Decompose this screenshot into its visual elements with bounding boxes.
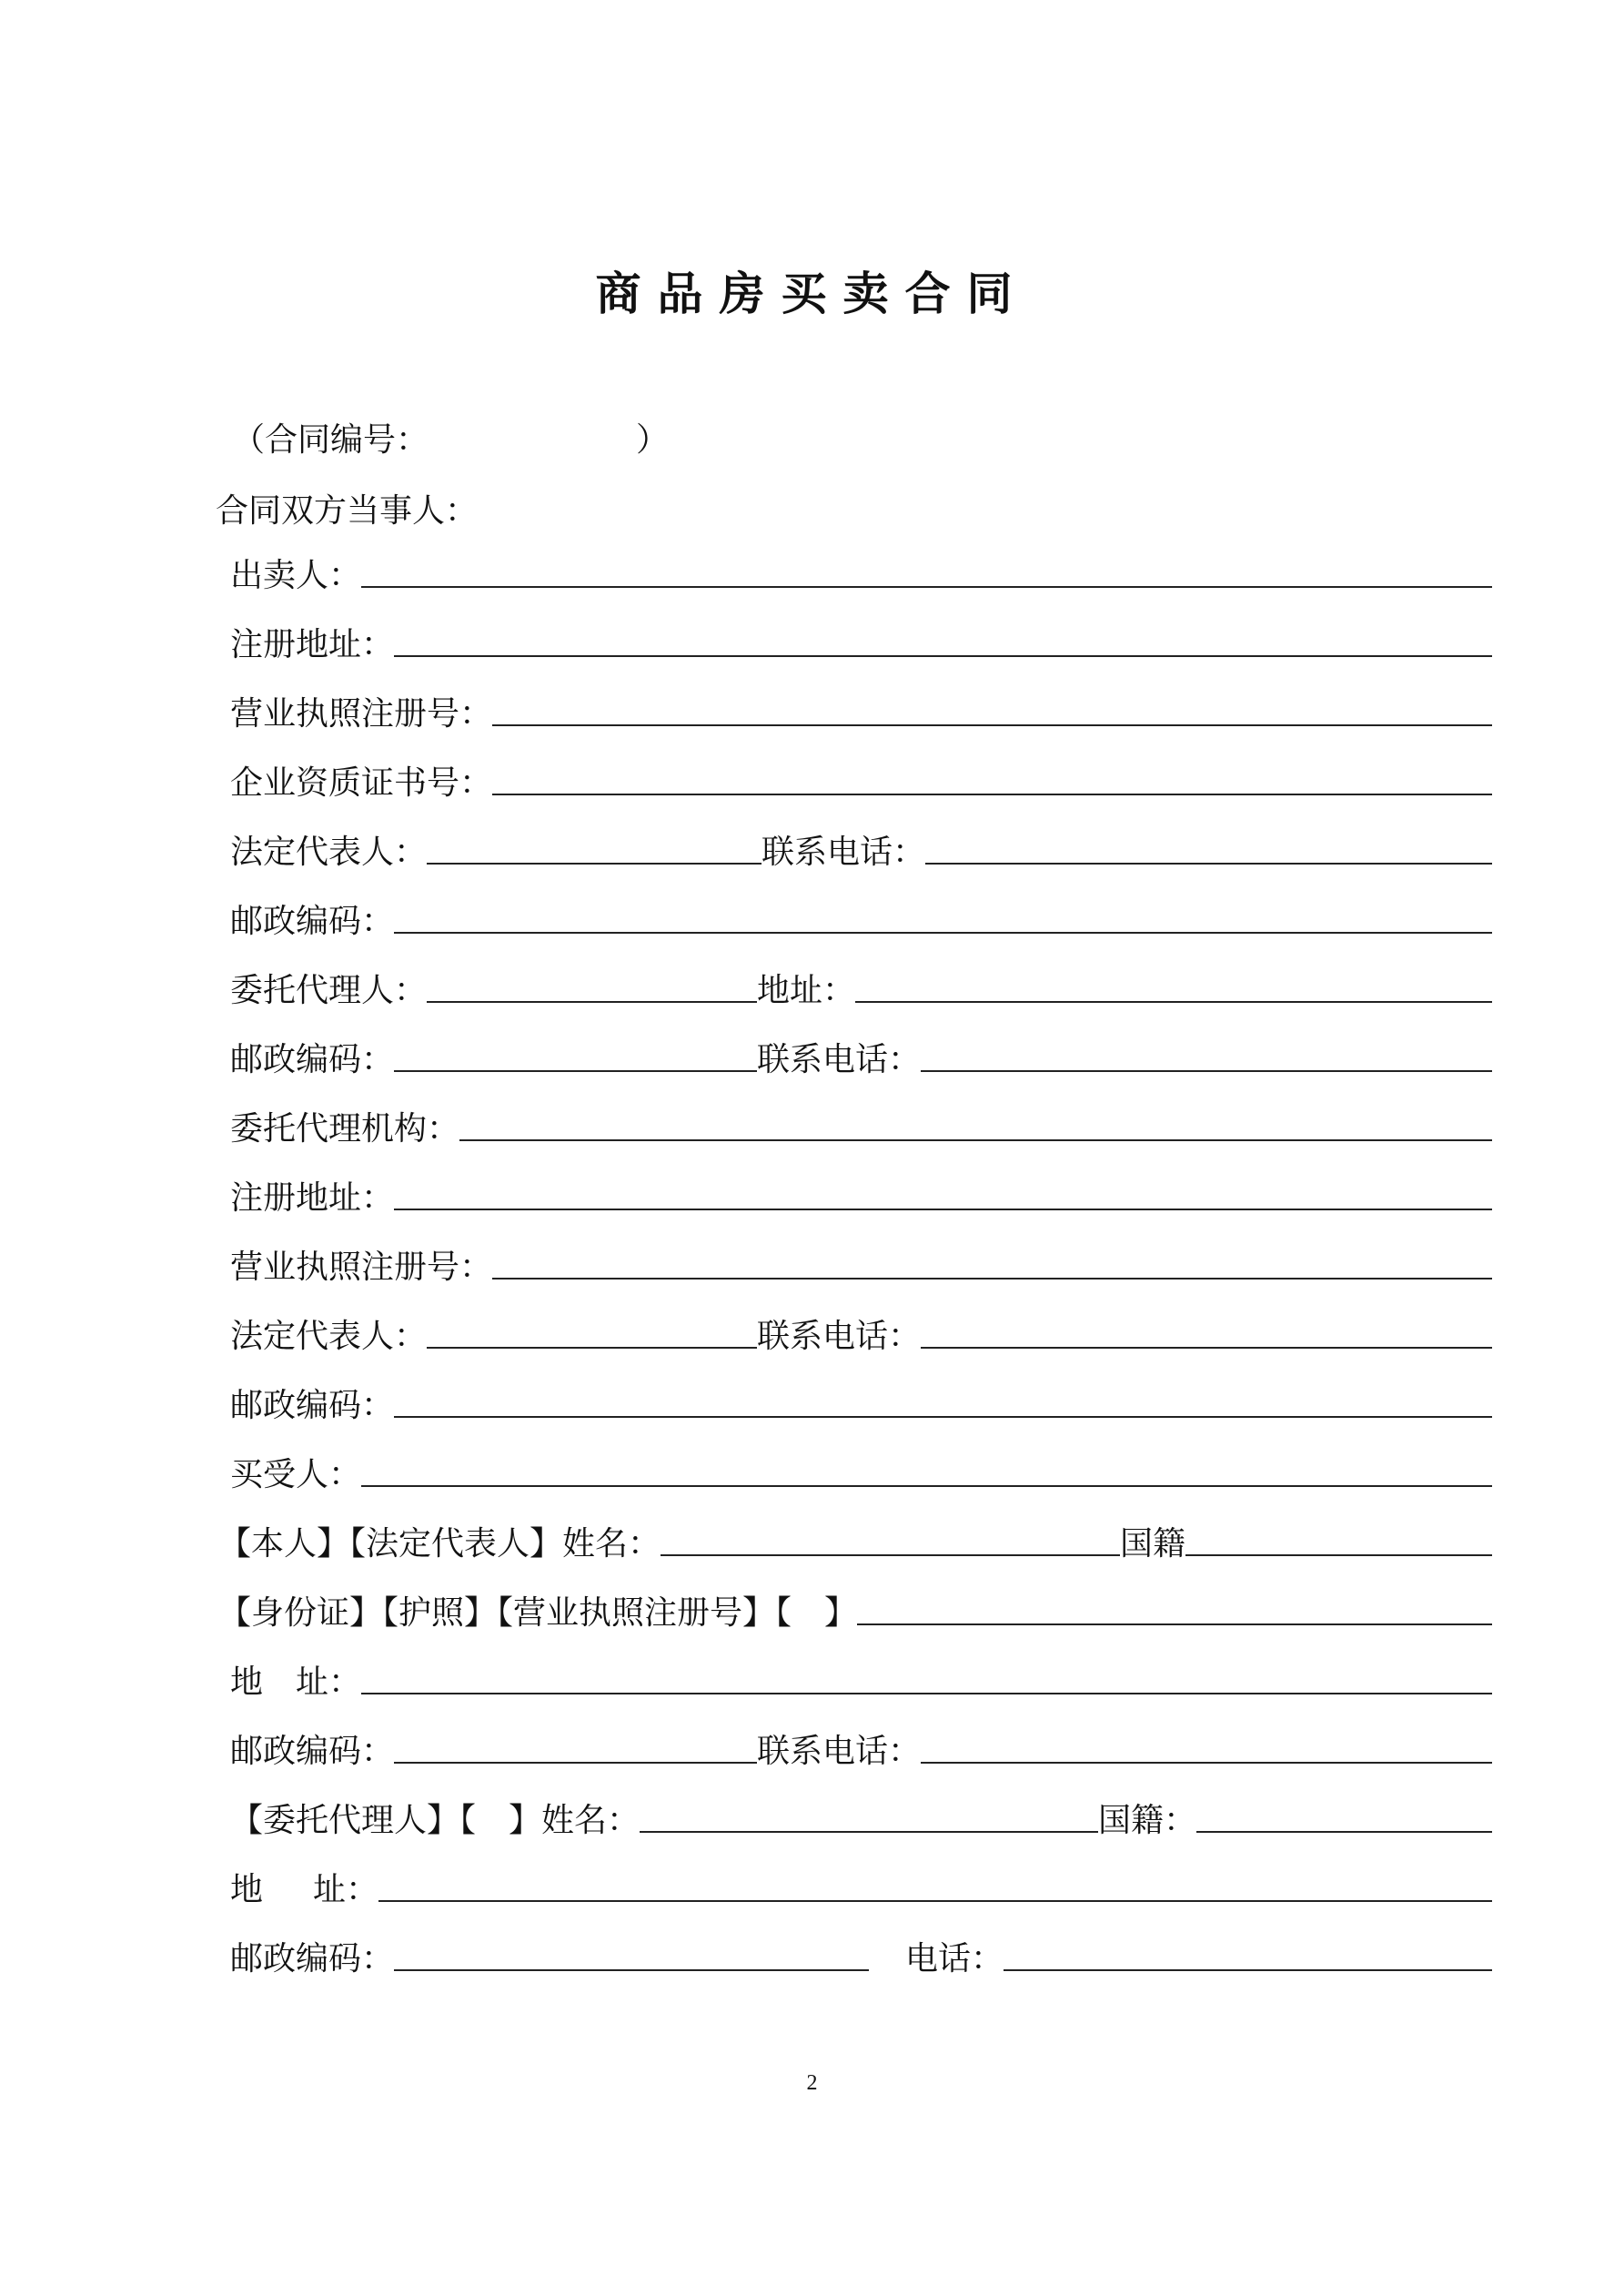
seller-qualification-field[interactable] bbox=[492, 794, 1492, 795]
seller-license-label: 营业执照注册号： bbox=[230, 694, 493, 733]
buyer-id-row bbox=[218, 1585, 1492, 1633]
seller-reg-address-field[interactable] bbox=[394, 655, 1492, 657]
seller-legal-rep-row bbox=[230, 824, 1492, 872]
agency-postcode-field[interactable] bbox=[394, 1416, 1492, 1418]
seller-agent-address-field[interactable] bbox=[855, 1001, 1492, 1003]
agency-license-label: 营业执照注册号： bbox=[230, 1248, 493, 1286]
contract-number-label: （合同编号： bbox=[232, 421, 429, 459]
seller-agent-postcode-label: 邮政编码： bbox=[230, 1040, 395, 1078]
seller-legal-rep-label: 法定代表人： bbox=[230, 833, 428, 871]
page-title: 商品房买卖合同 bbox=[595, 268, 1029, 320]
buyer-phone-field[interactable] bbox=[921, 1762, 1492, 1764]
seller-row bbox=[230, 548, 1492, 595]
buyer-agent-name-label: 【委托代理人】【 】姓名： bbox=[230, 1801, 641, 1839]
agency-legal-rep-row bbox=[230, 1309, 1492, 1356]
buyer-agent-phone-label: 电话： bbox=[905, 1939, 1004, 1977]
seller-agent-postcode-row bbox=[230, 1032, 1492, 1079]
buyer-nationality-label: 国籍 bbox=[1120, 1524, 1186, 1563]
seller-field[interactable] bbox=[361, 586, 1492, 588]
agency-license-row bbox=[230, 1239, 1492, 1287]
agency-legal-rep-field[interactable] bbox=[427, 1347, 757, 1349]
seller-reg-address-row bbox=[230, 617, 1492, 664]
seller-postcode-field[interactable] bbox=[394, 932, 1492, 934]
seller-license-row bbox=[230, 686, 1492, 733]
buyer-address-field[interactable] bbox=[361, 1693, 1492, 1694]
agency-postcode-label: 邮政编码： bbox=[230, 1386, 395, 1424]
agency-legal-rep-label: 法定代表人： bbox=[230, 1317, 428, 1355]
buyer-postcode-label: 邮政编码： bbox=[230, 1732, 395, 1770]
agency-phone-label: 联系电话： bbox=[757, 1317, 922, 1355]
buyer-agent-address-row bbox=[230, 1862, 1492, 1909]
page-number: 2 bbox=[806, 2071, 818, 2095]
buyer-name-label: 【本人】【法定代表人】姓名： bbox=[218, 1524, 661, 1563]
buyer-agent-phone-field[interactable] bbox=[1004, 1969, 1492, 1971]
seller-qualification-label: 企业资质证书号： bbox=[230, 764, 493, 802]
buyer-agent-row bbox=[230, 1793, 1492, 1840]
buyer-field[interactable] bbox=[361, 1485, 1492, 1487]
buyer-row bbox=[230, 1447, 1492, 1494]
contract-number-close: ） bbox=[635, 421, 669, 459]
buyer-name-field[interactable] bbox=[661, 1554, 1120, 1556]
buyer-agent-nationality-label: 国籍： bbox=[1098, 1801, 1197, 1839]
buyer-nationality-field[interactable] bbox=[1185, 1554, 1492, 1556]
buyer-phone-label: 联系电话： bbox=[757, 1732, 922, 1770]
buyer-address-row bbox=[230, 1654, 1492, 1702]
buyer-agent-address-label-a: 地 bbox=[230, 1870, 314, 1908]
buyer-agent-nationality-field[interactable] bbox=[1196, 1831, 1492, 1833]
agency-label: 委托代理机构： bbox=[230, 1109, 460, 1148]
buyer-postcode-row bbox=[230, 1724, 1492, 1771]
buyer-agent-postcode-field[interactable] bbox=[394, 1969, 869, 1971]
seller-postcode-label: 邮政编码： bbox=[230, 902, 395, 940]
seller-agent-postcode-field[interactable] bbox=[394, 1070, 757, 1072]
seller-agent-address-label: 地址： bbox=[757, 971, 856, 1009]
seller-phone-field[interactable] bbox=[925, 863, 1492, 865]
agency-reg-address-row bbox=[230, 1170, 1492, 1218]
buyer-postcode-field[interactable] bbox=[394, 1762, 757, 1764]
seller-postcode-row bbox=[230, 894, 1492, 941]
buyer-agent-name-field[interactable] bbox=[640, 1831, 1098, 1833]
buyer-label: 买受人： bbox=[230, 1455, 362, 1493]
buyer-agent-address-field[interactable] bbox=[378, 1900, 1492, 1902]
buyer-name-row bbox=[218, 1516, 1492, 1563]
agency-phone-field[interactable] bbox=[921, 1347, 1492, 1349]
buyer-id-field[interactable] bbox=[857, 1623, 1492, 1625]
agency-reg-address-field[interactable] bbox=[394, 1209, 1492, 1210]
seller-agent-phone-label: 联系电话： bbox=[757, 1040, 922, 1078]
contract-number-line bbox=[232, 414, 669, 460]
buyer-address-label-a: 地 bbox=[230, 1663, 297, 1701]
buyer-agent-postcode-row bbox=[230, 1931, 1492, 1978]
seller-label: 出卖人： bbox=[230, 556, 362, 594]
buyer-address-label-b: 址： bbox=[296, 1663, 362, 1701]
seller-phone-label: 联系电话： bbox=[762, 833, 926, 871]
seller-agent-phone-field[interactable] bbox=[921, 1070, 1492, 1072]
buyer-agent-address-label-b: 址： bbox=[313, 1870, 379, 1908]
agency-license-field[interactable] bbox=[492, 1278, 1492, 1279]
seller-qualification-row bbox=[230, 755, 1492, 803]
seller-agent-label: 委托代理人： bbox=[230, 971, 428, 1009]
seller-agent-row bbox=[230, 963, 1492, 1010]
seller-license-field[interactable] bbox=[492, 724, 1492, 726]
seller-agent-field[interactable] bbox=[427, 1001, 757, 1003]
buyer-agent-postcode-label: 邮政编码： bbox=[230, 1939, 395, 1977]
agency-reg-address-label: 注册地址： bbox=[230, 1178, 395, 1217]
agency-row bbox=[230, 1101, 1492, 1148]
parties-intro: 合同双方当事人： bbox=[216, 492, 479, 530]
agency-field[interactable] bbox=[459, 1139, 1492, 1141]
agency-postcode-row bbox=[230, 1378, 1492, 1425]
seller-reg-address-label: 注册地址： bbox=[230, 625, 395, 663]
seller-legal-rep-field[interactable] bbox=[427, 863, 762, 865]
buyer-id-label: 【身份证】【护照】【营业执照注册号】【 】 bbox=[218, 1593, 858, 1632]
